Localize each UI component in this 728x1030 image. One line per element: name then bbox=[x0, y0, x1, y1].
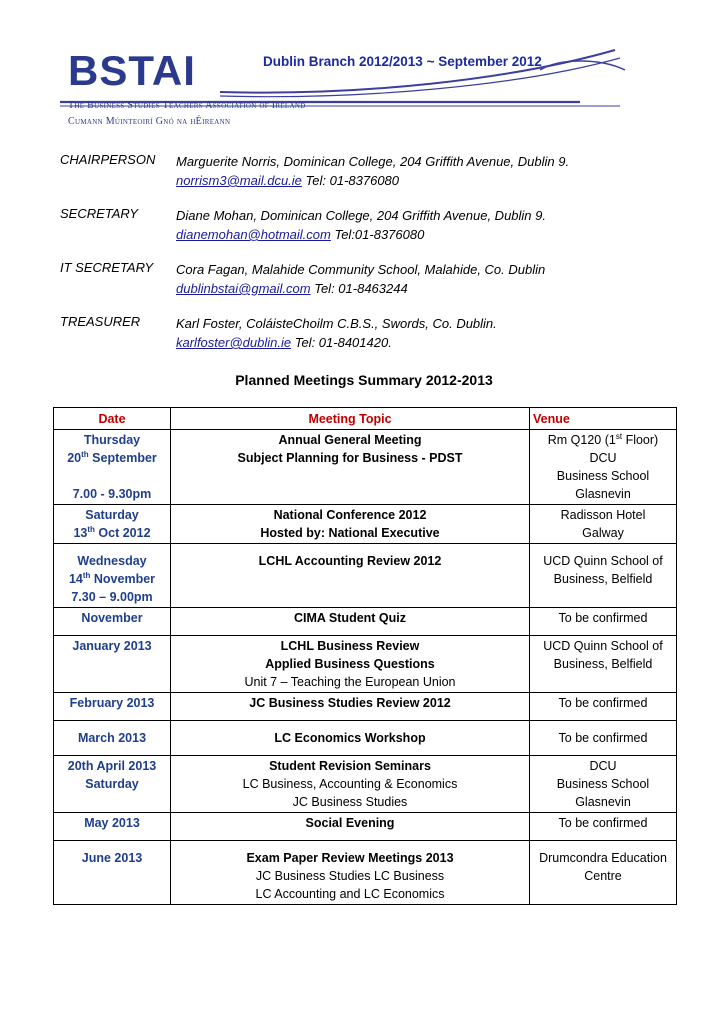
officer-tel: Tel: 01-8401420. bbox=[291, 335, 392, 350]
venue-cell: DCU Business School Glasnevin bbox=[530, 756, 677, 813]
officer-email-link[interactable]: dianemohan@hotmail.com bbox=[176, 227, 331, 242]
officer-address: Karl Foster, ColáisteChoilm C.B.S., Swords, Co. Dublin. bbox=[176, 316, 497, 331]
venue-cell: To be confirmed bbox=[530, 608, 677, 636]
date-cell: Saturday 13th Oct 2012 bbox=[54, 505, 171, 544]
meetings-table bbox=[53, 407, 677, 905]
table-row bbox=[54, 841, 677, 905]
table-row bbox=[54, 693, 677, 721]
date-cell: Thursday 20th September 7.00 - 9.30pm bbox=[54, 430, 171, 505]
topic-cell: CIMA Student Quiz bbox=[171, 608, 530, 636]
table-row bbox=[54, 608, 677, 636]
officer-role: CHAIRPERSON bbox=[60, 152, 156, 167]
topic-cell: LCHL Accounting Review 2012 bbox=[171, 544, 530, 608]
topic-cell: Social Evening bbox=[171, 813, 530, 841]
officer-tel: Tel: 01-8376080 bbox=[301, 173, 400, 188]
header-topic: Meeting Topic bbox=[171, 408, 530, 430]
topic-cell: LC Economics Workshop bbox=[171, 721, 530, 756]
officer-details bbox=[176, 314, 497, 352]
topic-cell: Exam Paper Review Meetings 2013 JC Business Studies LC Business LC Accounting and LC Economics bbox=[171, 841, 530, 905]
header-date: Date bbox=[54, 408, 171, 430]
table-row bbox=[54, 544, 677, 608]
officer-details bbox=[176, 260, 545, 298]
summary-title: Planned Meetings Summary 2012-2013 bbox=[235, 372, 493, 388]
topic-cell: Student Revision Seminars LC Business, Accounting & Economics JC Business Studies bbox=[171, 756, 530, 813]
header-venue: Venue bbox=[530, 408, 677, 430]
date-cell: 20th April 2013 Saturday bbox=[54, 756, 171, 813]
date-cell: June 2013 bbox=[54, 841, 171, 905]
table-row bbox=[54, 636, 677, 693]
letterhead bbox=[0, 0, 728, 140]
officer-email-link[interactable]: karlfoster@dublin.ie bbox=[176, 335, 292, 350]
topic-cell: LCHL Business Review Applied Business Questions Unit 7 – Teaching the European Union bbox=[171, 636, 530, 693]
association-name-english: The Business Studies Teachers Association of Ireland bbox=[68, 100, 306, 111]
officer-role: SECRETARY bbox=[60, 206, 139, 221]
venue-cell: UCD Quinn School of Business, Belfield bbox=[530, 544, 677, 608]
venue-cell: To be confirmed bbox=[530, 693, 677, 721]
branch-title: Dublin Branch 2012/2013 ~ September 2012 bbox=[263, 54, 542, 69]
officer-details bbox=[176, 152, 569, 190]
date-cell: January 2013 bbox=[54, 636, 171, 693]
venue-cell: Rm Q120 (1st Floor) DCU Business School Glasnevin bbox=[530, 430, 677, 505]
table-header-row bbox=[54, 408, 677, 430]
topic-cell: National Conference 2012 Hosted by: National Executive bbox=[171, 505, 530, 544]
venue-cell: Radisson Hotel Galway bbox=[530, 505, 677, 544]
table-row bbox=[54, 430, 677, 505]
officer-role: IT SECRETARY bbox=[60, 260, 154, 275]
venue-cell: To be confirmed bbox=[530, 813, 677, 841]
officer-tel: Tel: 01-8463244 bbox=[310, 281, 408, 296]
officer-details bbox=[176, 206, 546, 244]
date-cell: February 2013 bbox=[54, 693, 171, 721]
topic-cell: Annual General Meeting Subject Planning for Business - PDST bbox=[171, 430, 530, 505]
venue-cell: Drumcondra Education Centre bbox=[530, 841, 677, 905]
association-name-irish: Cumann Múinteoirí Gnó na hÉireann bbox=[68, 116, 231, 127]
table-row bbox=[54, 505, 677, 544]
officer-address: Marguerite Norris, Dominican College, 204 Griffith Avenue, Dublin 9. bbox=[176, 154, 570, 169]
officer-role: TREASURER bbox=[60, 314, 141, 329]
date-cell: May 2013 bbox=[54, 813, 171, 841]
date-cell: Wednesday 14th November 7.30 – 9.00pm bbox=[54, 544, 171, 608]
officer-address: Diane Mohan, Dominican College, 204 Griffith Avenue, Dublin 9. bbox=[176, 208, 546, 223]
officer-email-link[interactable]: dublinbstai@gmail.com bbox=[176, 281, 311, 296]
table-row bbox=[54, 813, 677, 841]
topic-cell: JC Business Studies Review 2012 bbox=[171, 693, 530, 721]
date-cell: March 2013 bbox=[54, 721, 171, 756]
table-row bbox=[54, 756, 677, 813]
officer-tel: Tel:01-8376080 bbox=[330, 227, 425, 242]
table-row bbox=[54, 721, 677, 756]
date-cell: November bbox=[54, 608, 171, 636]
venue-cell: UCD Quinn School of Business, Belfield bbox=[530, 636, 677, 693]
officer-email-link[interactable]: norrism3@mail.dcu.ie bbox=[176, 173, 302, 188]
venue-cell: To be confirmed bbox=[530, 721, 677, 756]
logo-wordmark: BSTAI bbox=[68, 47, 196, 94]
officer-address: Cora Fagan, Malahide Community School, Malahide, Co. Dublin bbox=[176, 262, 546, 277]
